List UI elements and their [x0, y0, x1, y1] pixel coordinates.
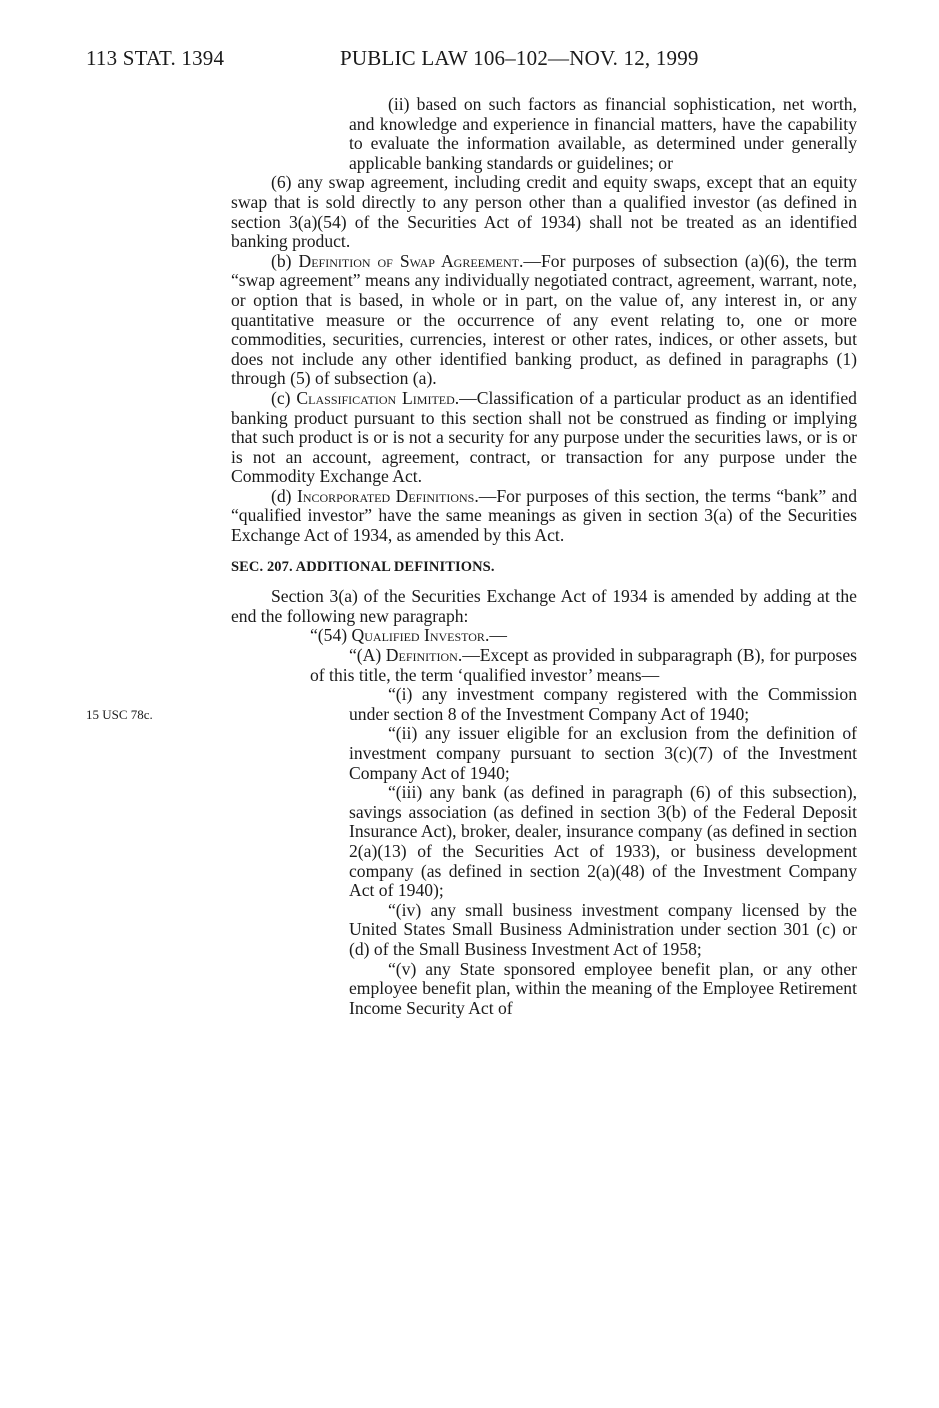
clause-iv: “(iv) any small business investment company licensed by the United States Small Business Administration under section 301 (c) or (d) of the Small Business Investment Act of 1958; — [349, 899, 857, 959]
clause-ii: “(ii) any issuer eligible for an exclusion from the definition of investment company pursuant to section 3(c)(7) of the Investment Company Act of 1940; — [349, 723, 857, 783]
document-body — [231, 95, 857, 1018]
subsection-b — [231, 252, 857, 389]
subparagraph-A-heading: Definition — [385, 645, 458, 666]
clause-iii: “(iii) any bank (as defined in paragraph (6) of this subsection), savings association (as defined in section 3(b) of the Federal Deposit Insurance Act), broker, dealer, insurance company (as defined in section 2(a)(13) of the Securities Act of 1933), or business development company (as defined in section 2(a)(48) of the Investment Company Act of 1940); — [349, 782, 857, 901]
paragraph-54-heading: Qualified Investor — [351, 625, 485, 646]
subsection-c — [231, 389, 857, 487]
subsection-b-text: .—For purposes of subsection (a)(6), the term “swap agreement” means any individually negotiated contract, agreement, warrant, note, or option that is based, in whole or in part, on the value of, any interest in, or any quantitative measure or the occurrence of any event relating to, one or more commodities, securities, currencies, interest or other rates, indices, or other assets, but does not include any other identified banking product, as defined in paragraphs (1) through (5) of subsection (a). — [231, 250, 857, 389]
clause-v: “(v) any State sponsored employee benefit plan, or any other employee benefit plan, within the meaning of the Employee Retirement Income Security Act of — [349, 958, 857, 1018]
subsection-c-heading: Classification Limited — [296, 387, 455, 408]
subsection-d — [231, 487, 857, 546]
paragraph-54-text: .— — [484, 625, 507, 646]
subsection-b-label: (b) — [271, 250, 299, 271]
margin-note-usc: 15 USC 78c. — [86, 707, 153, 722]
subparagraph-A-text: .—Except as provided in subparagraph (B), for purposes of this title, the term ‘qualified investor’ means— — [310, 645, 857, 685]
section-207-intro: Section 3(a) of the Securities Exchange Act of 1934 is amended by adding at the end the following new paragraph: — [231, 586, 857, 626]
section-heading: SEC. 207. ADDITIONAL DEFINITIONS. — [231, 558, 495, 575]
subsection-d-heading: Incorporated Definitions — [296, 485, 475, 506]
subparagraph-A-label: “(A) — [349, 645, 386, 666]
subsection-d-label: (d) — [271, 485, 297, 506]
paragraph-ii: (ii) based on such factors as financial sophistication, net worth, and knowledge and experience in financial matters, have the capability to evaluate the information available, as determined under generally applicable banking standards or guidelines; or — [349, 94, 857, 173]
paragraph-6: (6) any swap agreement, including credit and equity swaps, except that an equity swap that is sold directly to any person other than a qualified investor (as defined in section 3(a)(54) of the Securities Act of 1934) shall not be treated as an identified banking product. — [231, 172, 857, 252]
subsection-c-label: (c) — [271, 387, 297, 408]
subparagraph-A — [310, 646, 857, 685]
paragraph-54 — [310, 626, 857, 646]
law-title: PUBLIC LAW 106–102—NOV. 12, 1999 — [340, 46, 699, 70]
clause-i: “(i) any investment company registered with the Commission under section 8 of the Investment Company Act of 1940; — [349, 684, 857, 724]
subsection-c-text: .—Classification of a particular product as an identified banking product pursuant to this section shall not be construed as finding or implying that such product is or is not a security for any purpose under the securities laws, or is or is not an account, agreement, contract, or transaction for any purpose under the Commodity Exchange Act. — [231, 387, 857, 487]
page-header — [86, 46, 856, 76]
statute-reference: 113 STAT. 1394 — [86, 46, 225, 70]
paragraph-54-label: “(54) — [310, 625, 352, 646]
subsection-b-heading: Definition of Swap Agreement — [298, 250, 519, 271]
subsection-d-text: .—For purposes of this section, the terms “bank” and “qualified investor” have the same meanings as given in section 3(a) of the Securities Exchange Act of 1934, as amended by this Act. — [231, 485, 857, 546]
